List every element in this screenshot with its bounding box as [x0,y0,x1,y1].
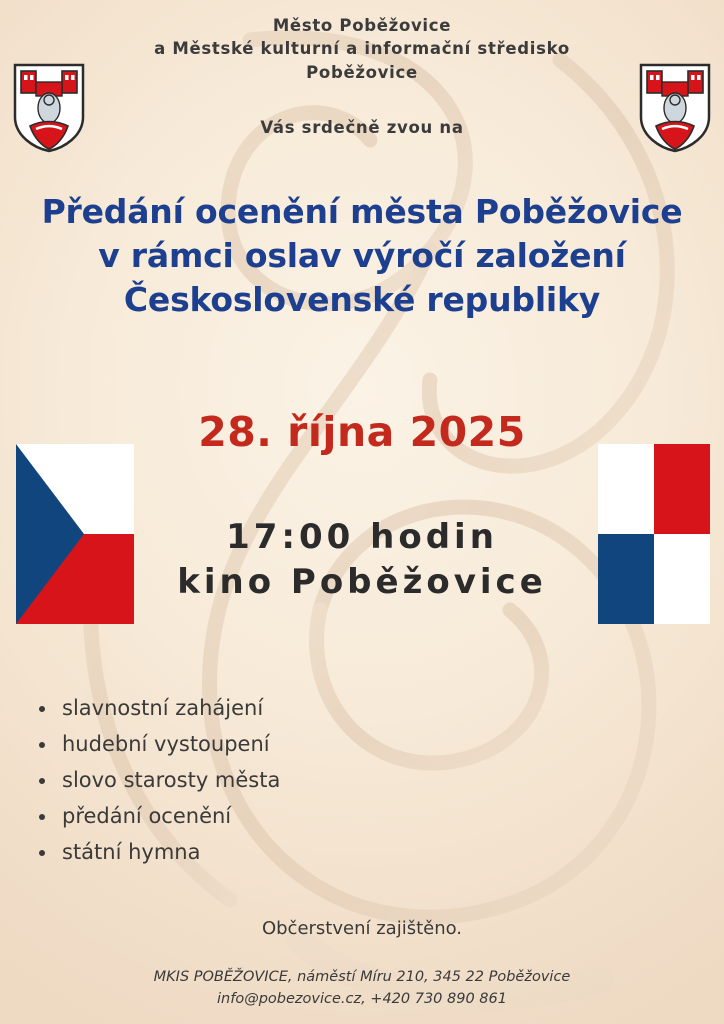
list-item: • předání ocenění [58,798,460,834]
program-list [30,690,460,871]
list-item: • slovo starosty města [58,762,460,798]
invitation-text: Vás srdečně zvou na [260,118,464,137]
footer-address: MKIS POBĚŽOVICE, náměstí Míru 210, 345 22 Poběžovice [153,969,571,985]
list-item: • státní hymna [58,834,460,870]
page-title [0,190,724,323]
organizer-line-1: Město Poběžovice [272,16,452,35]
refreshments-note: Občerstvení zajištěno. [261,918,463,939]
pobezovice-flag-icon [598,444,710,624]
organizer-line-3: Poběžovice [306,62,418,82]
footer-contact [0,966,724,1011]
list-item: • hudební vystoupení [58,726,460,762]
organizer-header [0,14,724,84]
event-venue: kino Poběžovice [177,561,547,602]
list-item: • slavnostní zahájení [58,690,460,726]
title-line-2: v rámci oslav výročí založení [98,236,626,276]
title-line-3: Československé republiky [123,280,601,320]
footer-contact-details: info@pobezovice.cz, +420 730 890 861 [217,991,507,1008]
event-date: 28. října 2025 [198,408,526,456]
czech-flag-icon [16,444,134,624]
organizer-line-2: a Městské kulturní a informační středisko [154,39,570,59]
title-line-1: Předání ocenění města Poběžovice [41,192,683,231]
event-time: 17:00 hodin [226,517,498,557]
